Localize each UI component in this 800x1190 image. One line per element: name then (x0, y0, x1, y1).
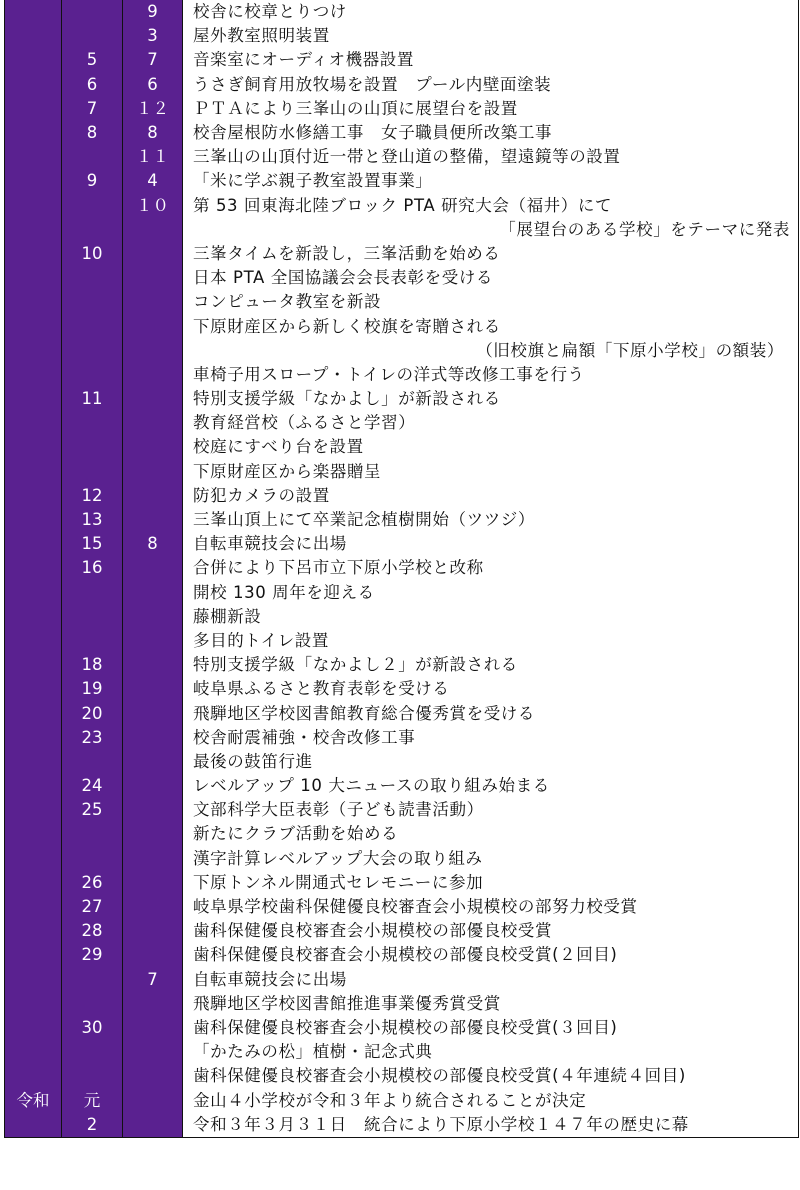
year-cell: 13 (62, 508, 123, 532)
year-cell: 元 (62, 1088, 123, 1112)
event-cell: （旧校旗と扁額「下原小学校」の額装） (183, 339, 799, 363)
era-cell (5, 121, 62, 145)
month-cell (123, 314, 183, 338)
month-cell (123, 1040, 183, 1064)
year-cell: 19 (62, 677, 123, 701)
era-cell (5, 339, 62, 363)
event-cell: 歯科保健優良校審査会小規模校の部優良校受賞(３回目) (183, 1016, 799, 1040)
year-cell (62, 992, 123, 1016)
event-cell: レベルアップ 10 大ニュースの取り組み始まる (183, 774, 799, 798)
year-cell: 26 (62, 871, 123, 895)
history-row (5, 24, 799, 48)
year-cell: 5 (62, 48, 123, 72)
history-row (5, 1016, 799, 1040)
month-cell (123, 992, 183, 1016)
era-cell (5, 1064, 62, 1088)
era-cell (5, 822, 62, 846)
year-cell (62, 218, 123, 242)
year-cell: 24 (62, 774, 123, 798)
event-cell: 下原トンネル開通式セレモニーに参加 (183, 871, 799, 895)
history-row (5, 266, 799, 290)
month-cell (123, 774, 183, 798)
month-cell (123, 822, 183, 846)
history-table-body (5, 0, 799, 1137)
event-cell: 岐阜県ふるさと教育表彰を受ける (183, 677, 799, 701)
month-cell: １０ (123, 194, 183, 218)
event-cell: 下原財産区から新しく校旗を寄贈される (183, 314, 799, 338)
era-cell (5, 460, 62, 484)
month-cell (123, 629, 183, 653)
era-cell (5, 314, 62, 338)
history-row (5, 339, 799, 363)
era-cell (5, 24, 62, 48)
year-cell: 16 (62, 556, 123, 580)
era-cell (5, 605, 62, 629)
year-cell (62, 605, 123, 629)
year-cell (62, 822, 123, 846)
event-cell: ＰＴＡにより三峯山の山頂に展望台を設置 (183, 97, 799, 121)
year-cell: 25 (62, 798, 123, 822)
era-cell (5, 411, 62, 435)
era-cell (5, 992, 62, 1016)
year-cell (62, 460, 123, 484)
year-cell: 30 (62, 1016, 123, 1040)
era-cell (5, 629, 62, 653)
era-cell (5, 0, 62, 24)
era-cell (5, 73, 62, 97)
event-cell: 藤棚新設 (183, 605, 799, 629)
era-cell (5, 677, 62, 701)
month-cell: 8 (123, 121, 183, 145)
school-history-table (4, 0, 799, 1138)
history-row (5, 556, 799, 580)
history-row (5, 798, 799, 822)
month-cell (123, 218, 183, 242)
month-cell: 6 (123, 73, 183, 97)
history-row (5, 484, 799, 508)
history-row (5, 121, 799, 145)
event-cell: 歯科保健優良校審査会小規模校の部優良校受賞(２回目) (183, 943, 799, 967)
month-cell: 9 (123, 0, 183, 24)
event-cell: 岐阜県学校歯科保健優良校審査会小規模校の部努力校受賞 (183, 895, 799, 919)
history-row (5, 992, 799, 1016)
era-cell (5, 581, 62, 605)
year-cell: 9 (62, 169, 123, 193)
event-cell: 飛騨地区学校図書館推進事業優秀賞受賞 (183, 992, 799, 1016)
event-cell: 校舎屋根防水修繕工事 女子職員便所改築工事 (183, 121, 799, 145)
event-cell: 第 53 回東海北陸ブロック PTA 研究大会（福井）にて (183, 194, 799, 218)
event-cell: 開校 130 周年を迎える (183, 581, 799, 605)
year-cell (62, 145, 123, 169)
event-cell: 歯科保健優良校審査会小規模校の部優良校受賞 (183, 919, 799, 943)
era-cell (5, 871, 62, 895)
month-cell (123, 605, 183, 629)
month-cell (123, 895, 183, 919)
era-cell (5, 943, 62, 967)
history-row (5, 363, 799, 387)
month-cell: 8 (123, 532, 183, 556)
year-cell (62, 24, 123, 48)
history-row (5, 73, 799, 97)
event-cell: 特別支援学級「なかよし２」が新設される (183, 653, 799, 677)
event-cell: 文部科学大臣表彰（子ども読書活動） (183, 798, 799, 822)
history-row (5, 605, 799, 629)
history-row (5, 1040, 799, 1064)
month-cell (123, 919, 183, 943)
month-cell: １１ (123, 145, 183, 169)
month-cell (123, 798, 183, 822)
year-cell (62, 750, 123, 774)
month-cell (123, 411, 183, 435)
era-cell (5, 701, 62, 725)
era-cell (5, 798, 62, 822)
year-cell: 27 (62, 895, 123, 919)
history-row (5, 653, 799, 677)
event-cell: 多目的トイレ設置 (183, 629, 799, 653)
year-cell: 20 (62, 701, 123, 725)
history-row (5, 581, 799, 605)
history-row (5, 194, 799, 218)
history-row (5, 242, 799, 266)
event-cell: うさぎ飼育用放牧場を設置 プール内壁面塗装 (183, 73, 799, 97)
event-cell: 令和３年３月３１日 統合により下原小学校１４７年の歴史に幕 (183, 1113, 799, 1138)
era-cell (5, 774, 62, 798)
event-cell: 特別支援学級「なかよし」が新設される (183, 387, 799, 411)
history-row (5, 387, 799, 411)
month-cell (123, 508, 183, 532)
era-cell (5, 194, 62, 218)
year-cell: 10 (62, 242, 123, 266)
era-cell (5, 1016, 62, 1040)
history-row (5, 290, 799, 314)
history-row (5, 847, 799, 871)
month-cell (123, 363, 183, 387)
history-row (5, 677, 799, 701)
history-row (5, 169, 799, 193)
month-cell (123, 847, 183, 871)
year-cell (62, 1064, 123, 1088)
year-cell (62, 314, 123, 338)
year-cell (62, 847, 123, 871)
event-cell: 屋外教室照明装置 (183, 24, 799, 48)
month-cell: 7 (123, 968, 183, 992)
era-cell (5, 532, 62, 556)
year-cell (62, 968, 123, 992)
era-cell (5, 1113, 62, 1138)
era-cell (5, 387, 62, 411)
month-cell (123, 484, 183, 508)
month-cell (123, 653, 183, 677)
month-cell: 7 (123, 48, 183, 72)
era-cell (5, 968, 62, 992)
event-cell: 自転車競技会に出場 (183, 532, 799, 556)
history-row (5, 871, 799, 895)
event-cell: 合併により下呂市立下原小学校と改称 (183, 556, 799, 580)
month-cell (123, 290, 183, 314)
era-cell (5, 919, 62, 943)
history-row (5, 822, 799, 846)
event-cell: 新たにクラブ活動を始める (183, 822, 799, 846)
event-cell: 三峯山頂上にて卒業記念植樹開始（ツツジ） (183, 508, 799, 532)
year-cell (62, 1040, 123, 1064)
era-cell (5, 847, 62, 871)
year-cell (62, 339, 123, 363)
history-row (5, 97, 799, 121)
history-row (5, 508, 799, 532)
era-cell (5, 97, 62, 121)
era-cell (5, 242, 62, 266)
month-cell (123, 556, 183, 580)
history-row (5, 411, 799, 435)
month-cell (123, 750, 183, 774)
event-cell: 自転車競技会に出場 (183, 968, 799, 992)
month-cell (123, 871, 183, 895)
month-cell (123, 387, 183, 411)
era-cell (5, 363, 62, 387)
era-cell: 令和 (5, 1088, 62, 1112)
month-cell (123, 242, 183, 266)
history-row (5, 701, 799, 725)
month-cell (123, 435, 183, 459)
history-row (5, 460, 799, 484)
year-cell: 12 (62, 484, 123, 508)
event-cell: 漢字計算レベルアップ大会の取り組み (183, 847, 799, 871)
history-row (5, 532, 799, 556)
month-cell (123, 1113, 183, 1138)
month-cell (123, 581, 183, 605)
year-cell: 6 (62, 73, 123, 97)
month-cell (123, 339, 183, 363)
month-cell (123, 266, 183, 290)
era-cell (5, 169, 62, 193)
year-cell (62, 629, 123, 653)
month-cell (123, 726, 183, 750)
history-row (5, 774, 799, 798)
year-cell: 18 (62, 653, 123, 677)
event-cell: 「展望台のある学校」をテーマに発表 (183, 218, 799, 242)
year-cell (62, 266, 123, 290)
month-cell: 3 (123, 24, 183, 48)
era-cell (5, 895, 62, 919)
era-cell (5, 484, 62, 508)
year-cell: 28 (62, 919, 123, 943)
month-cell (123, 677, 183, 701)
event-cell: 校庭にすべり台を設置 (183, 435, 799, 459)
year-cell (62, 581, 123, 605)
history-row (5, 1088, 799, 1112)
era-cell (5, 266, 62, 290)
history-row (5, 0, 799, 24)
event-cell: 教育経営校（ふるさと学習） (183, 411, 799, 435)
month-cell (123, 1088, 183, 1112)
month-cell (123, 701, 183, 725)
history-row (5, 968, 799, 992)
year-cell (62, 290, 123, 314)
era-cell (5, 750, 62, 774)
event-cell: 「かたみの松」植樹・記念式典 (183, 1040, 799, 1064)
history-row (5, 314, 799, 338)
year-cell (62, 194, 123, 218)
month-cell (123, 460, 183, 484)
history-row (5, 895, 799, 919)
year-cell: 11 (62, 387, 123, 411)
era-cell (5, 145, 62, 169)
history-row (5, 1064, 799, 1088)
event-cell: 下原財産区から楽器贈呈 (183, 460, 799, 484)
era-cell (5, 653, 62, 677)
event-cell: 金山４小学校が令和３年より統合されることが決定 (183, 1088, 799, 1112)
year-cell: 2 (62, 1113, 123, 1138)
history-row (5, 726, 799, 750)
history-row (5, 750, 799, 774)
event-cell: コンピュータ教室を新設 (183, 290, 799, 314)
event-cell: 三峯タイムを新設し，三峯活動を始める (183, 242, 799, 266)
month-cell (123, 1016, 183, 1040)
era-cell (5, 435, 62, 459)
month-cell (123, 943, 183, 967)
year-cell (62, 411, 123, 435)
year-cell: 23 (62, 726, 123, 750)
event-cell: 最後の鼓笛行進 (183, 750, 799, 774)
history-row (5, 218, 799, 242)
event-cell: 飛騨地区学校図書館教育総合優秀賞を受ける (183, 701, 799, 725)
history-row (5, 919, 799, 943)
event-cell: 日本 PTA 全国協議会会長表彰を受ける (183, 266, 799, 290)
event-cell: 校舎に校章とりつけ (183, 0, 799, 24)
history-row (5, 145, 799, 169)
era-cell (5, 218, 62, 242)
event-cell: 歯科保健優良校審査会小規模校の部優良校受賞(４年連続４回目) (183, 1064, 799, 1088)
year-cell (62, 363, 123, 387)
era-cell (5, 48, 62, 72)
event-cell: 車椅子用スロープ・トイレの洋式等改修工事を行う (183, 363, 799, 387)
era-cell (5, 556, 62, 580)
history-row (5, 629, 799, 653)
history-row (5, 48, 799, 72)
month-cell (123, 1064, 183, 1088)
history-row (5, 1113, 799, 1138)
month-cell: １２ (123, 97, 183, 121)
event-cell: 防犯カメラの設置 (183, 484, 799, 508)
year-cell (62, 435, 123, 459)
event-cell: 校舎耐震補強・校舎改修工事 (183, 726, 799, 750)
history-row (5, 943, 799, 967)
event-cell: 三峯山の山頂付近一帯と登山道の整備，望遠鏡等の設置 (183, 145, 799, 169)
month-cell: 4 (123, 169, 183, 193)
event-cell: 音楽室にオーディオ機器設置 (183, 48, 799, 72)
year-cell: 29 (62, 943, 123, 967)
history-row (5, 435, 799, 459)
year-cell (62, 0, 123, 24)
event-cell: 「米に学ぶ親子教室設置事業」 (183, 169, 799, 193)
year-cell: 8 (62, 121, 123, 145)
era-cell (5, 290, 62, 314)
era-cell (5, 726, 62, 750)
era-cell (5, 1040, 62, 1064)
year-cell: 7 (62, 97, 123, 121)
year-cell: 15 (62, 532, 123, 556)
era-cell (5, 508, 62, 532)
